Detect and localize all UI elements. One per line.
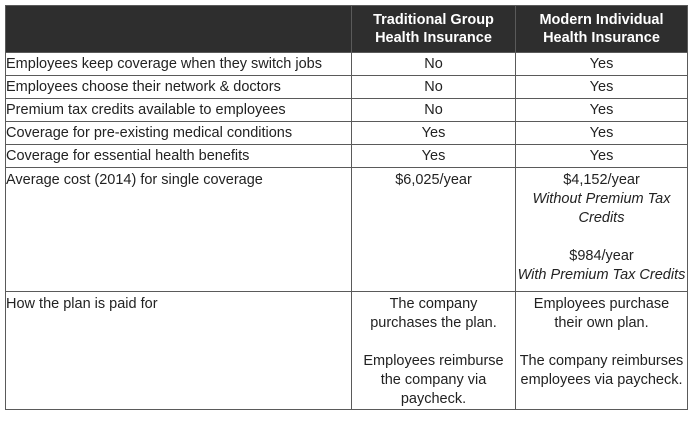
comparison-table (5, 5, 688, 410)
table-row (6, 122, 688, 145)
spacer (352, 333, 515, 352)
modern-value: Yes (516, 53, 688, 76)
modern-value: Yes (516, 145, 688, 168)
modern-value: Yes (516, 99, 688, 122)
table-row (6, 99, 688, 122)
traditional-value: Yes (352, 122, 516, 145)
traditional-value: Yes (352, 145, 516, 168)
traditional-value: No (352, 53, 516, 76)
table-row (6, 53, 688, 76)
modern-payment-p2-line2: employees via paycheck. (520, 372, 683, 388)
spacer (516, 333, 687, 352)
spacer (516, 228, 687, 247)
traditional-payment-p2-line1: Employees reimburse (363, 353, 504, 369)
feature-cell: Employees choose their network & doctors (6, 76, 352, 99)
payment-row (6, 292, 688, 410)
modern-payment-p1-line1: Employees purchase (533, 296, 670, 312)
traditional-payment-p1-line2: purchases the plan. (370, 315, 497, 331)
table-row (6, 145, 688, 168)
cost-row (6, 168, 688, 292)
modern-value: Yes (516, 122, 688, 145)
header-modern-line1: Modern Individual (539, 12, 664, 28)
modern-cost (516, 168, 688, 292)
feature-cell: Coverage for pre-existing medical conditions (6, 122, 352, 145)
modern-cost-with-credits: $984/year (569, 248, 634, 264)
modern-payment (516, 292, 688, 410)
traditional-cost (352, 168, 516, 292)
modern-cost-without-credits: $4,152/year (563, 172, 640, 188)
feature-cell: Average cost (2014) for single coverage (6, 168, 352, 292)
modern-payment-p2-line1: The company reimburses (519, 353, 684, 369)
traditional-payment-p2-line2: the company via (380, 372, 487, 388)
modern-payment-p1-line2: their own plan. (554, 315, 649, 331)
traditional-value: No (352, 99, 516, 122)
traditional-value: No (352, 76, 516, 99)
traditional-payment (352, 292, 516, 410)
modern-value: Yes (516, 76, 688, 99)
feature-cell: Coverage for essential health benefits (6, 145, 352, 168)
feature-cell: How the plan is paid for (6, 292, 352, 410)
modern-cost-note2: With Premium Tax Credits (517, 267, 686, 283)
header-blank-cell (6, 6, 352, 53)
header-traditional (352, 6, 516, 53)
header-traditional-line1: Traditional Group (373, 12, 494, 28)
feature-cell: Employees keep coverage when they switch jobs (6, 53, 352, 76)
header-modern-line2: Health Insurance (543, 30, 660, 46)
feature-cell: Premium tax credits available to employees (6, 99, 352, 122)
modern-cost-note1-line2: Credits (578, 210, 625, 226)
traditional-payment-p1-line1: The company (389, 296, 478, 312)
table-row (6, 76, 688, 99)
header-row (6, 6, 688, 53)
modern-cost-note1-line1: Without Premium Tax (532, 191, 671, 207)
header-modern (516, 6, 688, 53)
header-traditional-line2: Health Insurance (375, 30, 492, 46)
traditional-payment-p2-line3: paycheck. (400, 391, 467, 407)
traditional-cost-value: $6,025/year (395, 172, 472, 188)
